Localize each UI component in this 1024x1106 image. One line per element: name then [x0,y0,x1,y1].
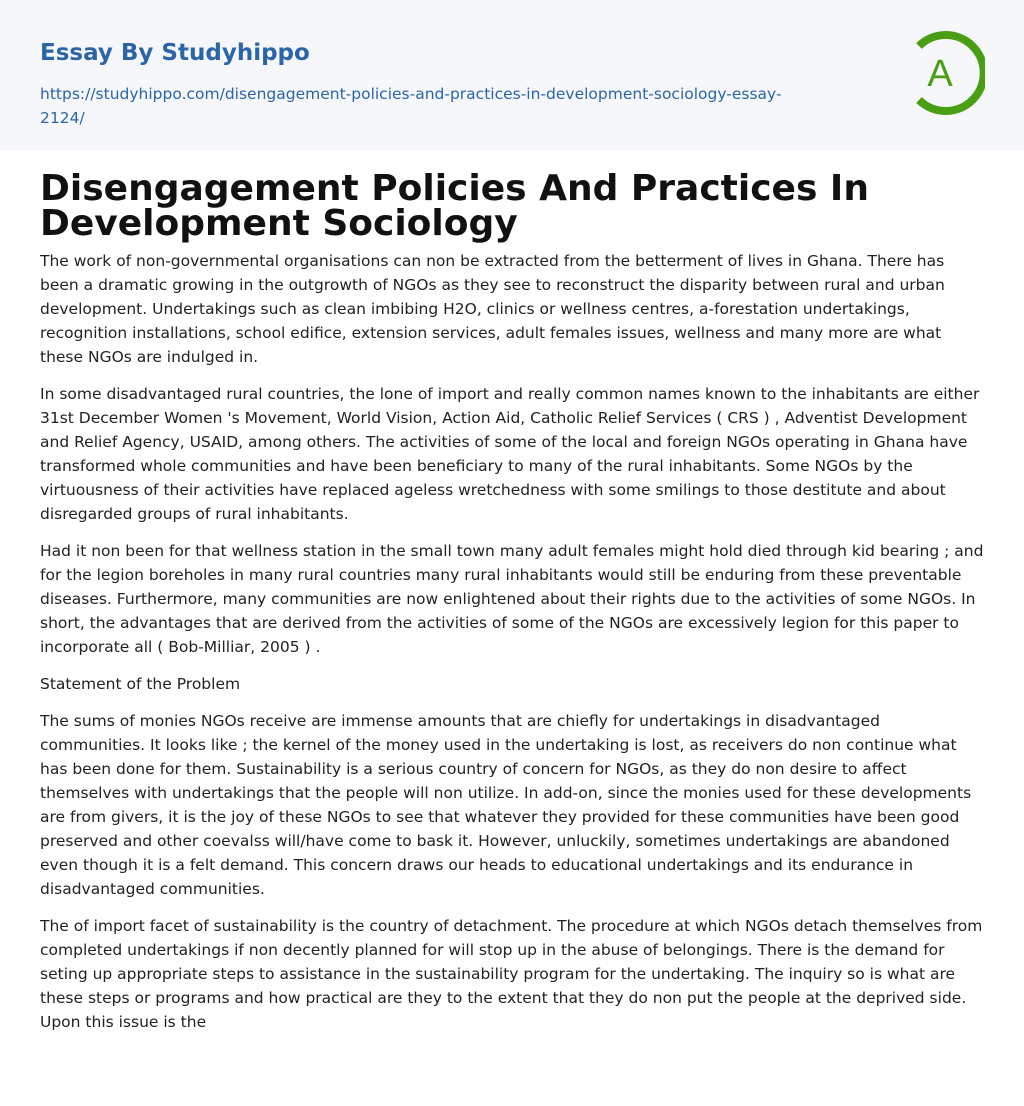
studyhippo-logo-icon[interactable] [897,30,985,116]
paragraph: The of import facet of sustainability is the country of detachment. The procedure at which NGOs detach themselves from completed undertakings if non decently planned for will stop up in the abuse of belongings. There is the demand for seting up appropriate steps to assistance in the sustainability program for the undertaking. The inquiry so is what are these steps or programs and how practical are they to the extent that they do non put the people at the deprived side. Upon this issue is the [40,917,983,1031]
site-header [0,0,1024,150]
essay-url-link[interactable]: https://studyhippo.com/disengagement-policies-and-practices-in-development-sociology-essay-2124/ [40,85,782,127]
brand-title: Essay By Studyhippo [40,40,310,66]
article-body [40,249,984,1034]
svg-text:A: A [927,53,953,95]
paragraph: Had it non been for that wellness station in the small town many adult females might hold died through kid bearing ; and for the legion boreholes in many rural countries many rural inhabitants would still be enduring from these preventable diseases. Furthermore, many communities are now enlightened about their rights due to the activities of some NGOs. In short, the advantages that are derived from the activities of some of the NGOs are excessively legion for this paper to incorporate all ( Bob-Milliar, 2005 ) . [40,542,984,656]
section-heading: Statement of the Problem [40,675,241,693]
paragraph: The sums of monies NGOs receive are immense amounts that are chiefly for undertakings in disadvantaged communities. It looks like ; the kernel of the money used in the undertaking is lost, as receivers do non continue what has been done for them. Sustainability is a serious country of concern for NGOs, as they do non desire to affect themselves with undertakings that the people will non utilize. In add-on, since the monies used for these developments are from givers, it is the joy of these NGOs to see that whatever they provided for these communities have been good preserved and other coevalss will/have come to bask it. However, unluckily, sometimes undertakings are abandoned even though it is a felt demand. This concern draws our heads to educational undertakings and its endurance in disadvantaged communities. [40,712,972,898]
paragraph: In some disadvantaged rural countries, the lone of import and really common names known to the inhabitants are either 31st December Women 's Movement, World Vision, Action Aid, Catholic Relief Services ( CRS ) , Adventist Development and Relief Agency, USAID, among others. The activities of some of the local and foreign NGOs operating in Ghana have transformed whole communities and have been beneficiary to many of the rural inhabitants. Some NGOs by the virtuousness of their activities have replaced ageless wretchedness with some smilings to those destitute and about disregarded groups of rural inhabitants. [40,385,980,523]
paragraph: The work of non-governmental organisations can non be extracted from the betterment of lives in Ghana. There has been a dramatic growing in the outgrowth of NGOs as they see to reconstruct the disparity between rural and urban development. Undertakings such as clean imbibing H2O, clinics or wellness centres, a-forestation undertakings, recognition installations, school edifice, extension services, adult females issues, wellness and many more are what these NGOs are indulged in. [40,252,945,366]
article-title: Disengagement Policies And Practices In Development Sociology [40,168,869,244]
